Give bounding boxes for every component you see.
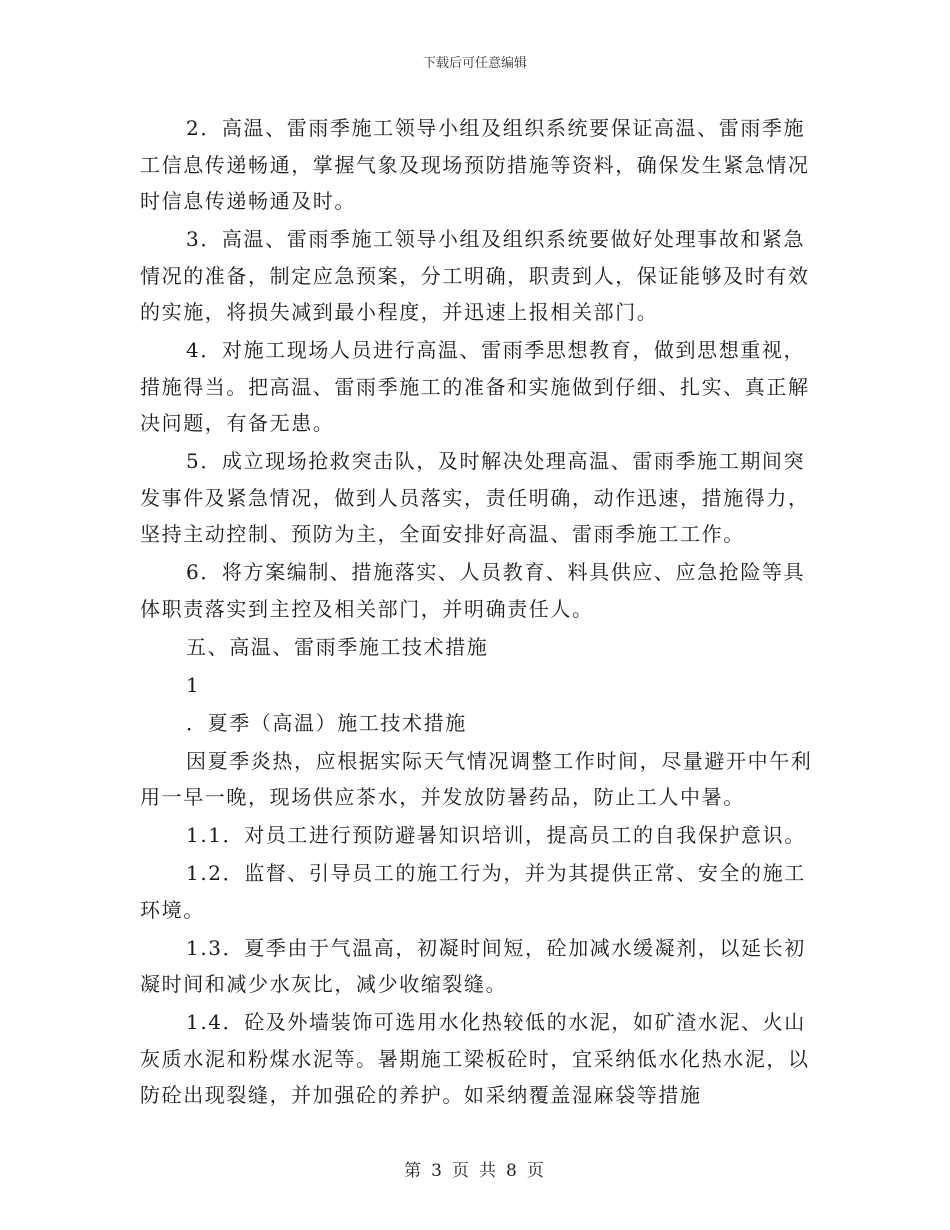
footer-page-number: 3 — [431, 1161, 444, 1181]
footer-suffix: 页 — [526, 1161, 546, 1181]
paragraph: 3．高温、雷雨季施工领导小组及组织系统要做好处理事故和紧急情况的准备，制定应急预案，分工明确，职责到人，保证能够及时有效的实施，将损失减到最小程度，并迅速上报相关部门。 — [140, 227, 810, 324]
paragraph: 1.4．砼及外墙装饰可选用水化热较低的水泥，如矿渣水泥、火山灰质水泥和粉煤水泥等。暑期施工梁板砼时，宜采纳低水化热水泥，以防砼出现裂缝，并加强砼的养护。如采纳覆盖湿麻袋等措施 — [140, 1010, 810, 1107]
footer-total-pages: 8 — [506, 1161, 519, 1181]
subsection-heading: ．夏季（高温）施工技术措施 — [186, 710, 467, 735]
paragraph: 5．成立现场抢救突击队，及时解决处理高温、雷雨季施工期间突发事件及紧急情况，做到人员落实，责任明确，动作迅速，措施得力，坚持主动控制、预防为主，全面安排好高温、雷雨季施工工作。 — [140, 449, 810, 546]
paragraph: 2．高温、雷雨季施工领导小组及组织系统要保证高温、雷雨季施工信息传递畅通，掌握气象及现场预防措施等资料，确保发生紧急情况时信息传递畅通及时。 — [140, 116, 810, 213]
page-footer — [0, 1156, 950, 1181]
document-body — [140, 110, 815, 1115]
paragraph: 1.2．监督、引导员工的施工行为，并为其提供正常、安全的施工环境。 — [140, 861, 806, 922]
paragraph: 因夏季炎热，应根据实际天气情况调整工作时间，尽量避开中午利用一早一晚，现场供应茶水，并发放防暑药品，防止工人中暑。 — [140, 748, 813, 809]
footer-page-word: 页 — [452, 1161, 471, 1181]
page-header: 下载后可任意编辑 — [422, 56, 527, 71]
paragraph: 6．将方案编制、措施落实、人员教育、料具供应、应急抢险等具体职责落实到主控及相关部门，并明确责任人。 — [140, 560, 806, 621]
section-number: 1 — [186, 672, 201, 697]
section-heading: 五、高温、雷雨季施工技术措施 — [186, 634, 489, 659]
paragraph: 1.3．夏季由于气温高，初凝时间短，砼加减水缓凝剂，以延长初凝时间和减少水灰比，减少收缩裂缝。 — [140, 935, 806, 996]
paragraph: 4．对施工现场人员进行高温、雷雨季思想教育，做到思想重视，措施得当。把高温、雷雨季施工的准备和实施做到仔细、扎实、真正解决问题，有备无患。 — [140, 338, 810, 435]
footer-total-word: 共 — [479, 1161, 498, 1181]
footer-prefix: 第 — [404, 1161, 424, 1181]
paragraph: 1.1．对员工进行预防避暑知识培训，提高员工的自我保护意识。 — [186, 823, 806, 847]
